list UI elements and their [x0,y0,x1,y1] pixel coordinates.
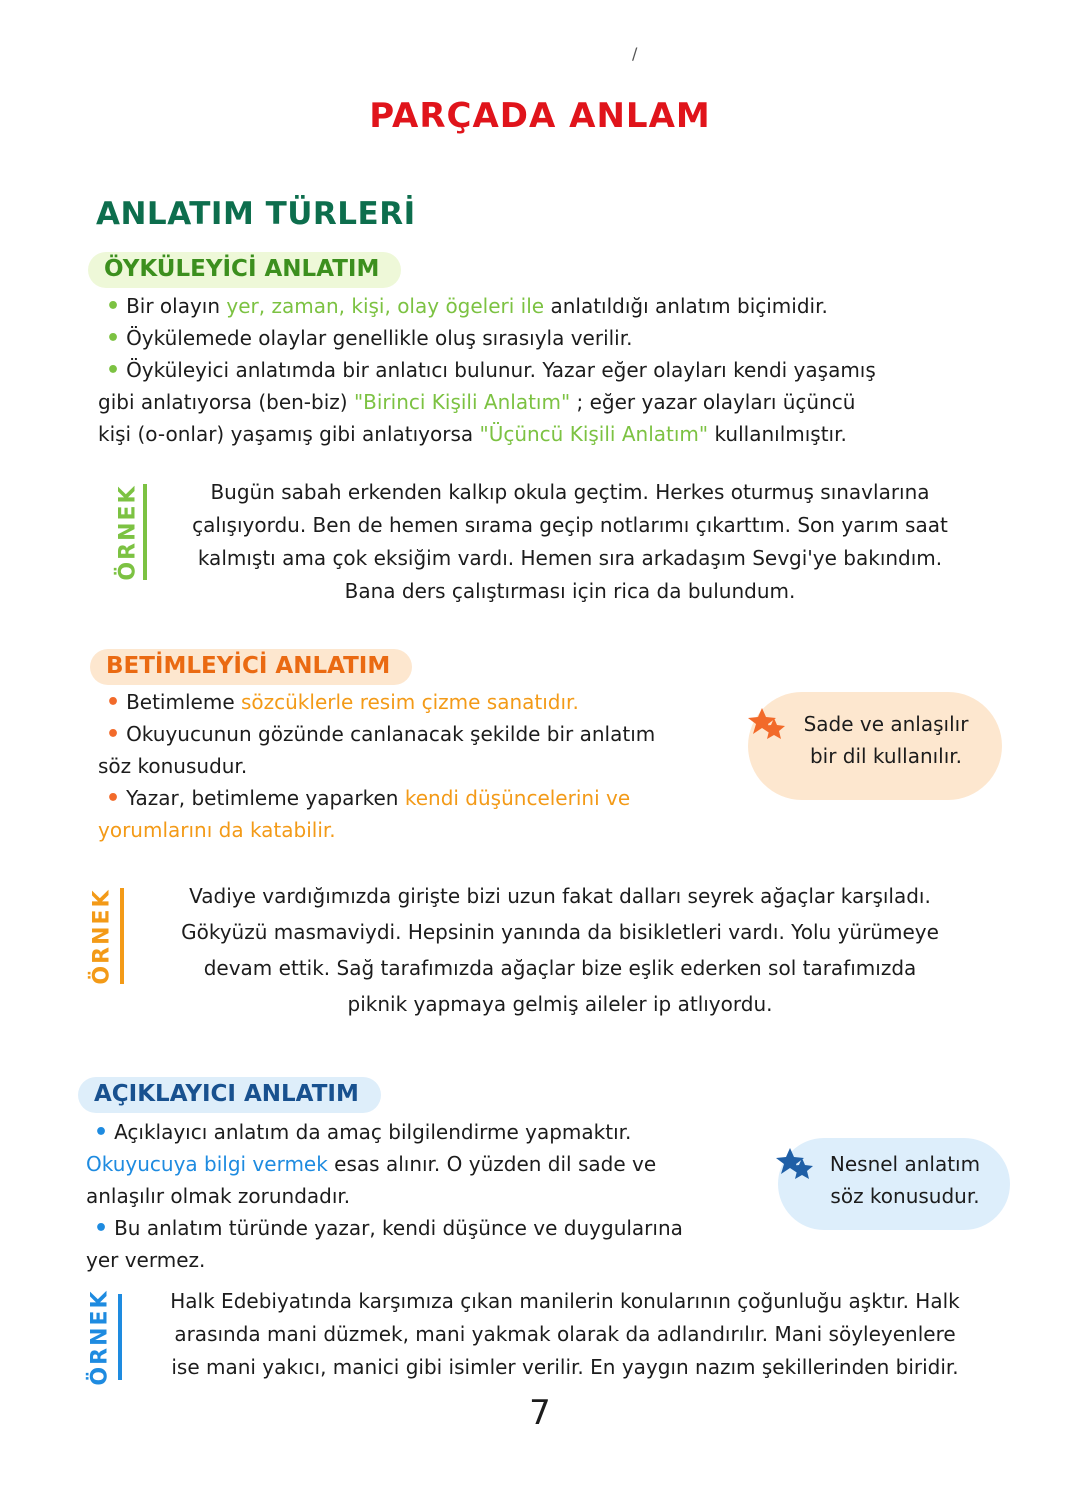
example-line: Bugün sabah erkenden kalkıp okula geçtim. Herkes oturmuş sınavlarına [210,480,930,504]
body-text: esas alınır. O yüzden dil sade ve [327,1152,657,1176]
bullet-line [86,1216,683,1248]
example-label: ÖRNEK [89,888,115,985]
body-text: yer vermez. [86,1248,206,1272]
example-label: ÖRNEK [87,1289,113,1386]
betimleyici-bullets [98,690,655,850]
bullet-dot: • [94,1216,109,1241]
aciklayici-example [130,1289,1000,1388]
body-text: Öyküleyici anlatımda bir anlatıcı bulunur. Yazar eğer olayları kendi yaşamış [126,358,876,382]
highlight-text: "Birinci Kişili Anlatım" [353,390,571,414]
example-line: arasında mani düzmek, mani yakmak olarak da adlandırılır. Mani söyleyenlere [174,1322,956,1346]
bullet-line [98,358,876,390]
example-label: ÖRNEK [115,484,141,581]
body-text: Açıklayıcı anlatım da amaç bilgilendirme yapmaktır. [114,1120,632,1144]
oykuleyici-heading: ÖYKÜLEYİCİ ANLATIM [88,252,401,288]
body-text: ; eğer yazar olayları üçüncü [570,390,856,414]
bullet-dot: • [106,690,121,715]
bullet-line [98,690,655,722]
page-number: 7 [529,1393,551,1433]
bullet-line [98,786,655,818]
body-text: anlatıldığı anlatım biçimidir. [544,294,828,318]
aciklayici-note [778,1138,1010,1230]
body-text: anlaşılır olmak zorundadır. [86,1184,351,1208]
bullet-line [98,326,876,358]
bullet-line [86,1248,683,1280]
aciklayici-bullets [86,1120,683,1280]
example-bar [118,1294,122,1380]
betimleyici-heading: BETİMLEYİCİ ANLATIM [90,649,412,685]
body-text: gibi anlatıyorsa (ben-biz) [98,390,354,414]
highlight-text: yer, zaman, kişi, olay ögeleri ile [226,294,545,318]
bullet-line [98,294,876,326]
note-line: Sade ve anlaşılır [803,712,969,736]
example-line: devam ettik. Sağ tarafımızda ağaçlar bize eşlik ederken sol tarafımızda [203,956,917,980]
example-line: kalmıştı ama çok eksiğim vardı. Hemen sıra arkadaşım Sevgi'ye bakındım. [197,546,943,570]
body-text: Öykülemede olaylar genellikle oluş sırasıyla verilir. [126,326,633,350]
bullet-line [98,390,876,422]
bullet-dot: • [106,294,121,319]
bullet-line [98,754,655,786]
aciklayici-heading: AÇIKLAYICI ANLATIM [78,1077,381,1113]
top-mark: / [632,44,638,63]
body-text: Bu anlatım türünde yazar, kendi düşünce ve duygularına [114,1216,683,1240]
example-line: Bana ders çalıştırması için rica da bulundum. [344,579,796,603]
note-line: bir dil kullanılır. [809,744,963,768]
highlight-text: "Üçüncü Kişili Anlatım" [479,422,709,446]
body-text: Betimleme [126,690,241,714]
example-bar [143,484,147,580]
example-line: Vadiye vardığımızda girişte bizi uzun fakat dalları seyrek ağaçlar karşıladı. [189,884,931,908]
example-line: Halk Edebiyatında karşımıza çıkan manilerin konularının çoğunluğu aşktır. Halk [170,1289,960,1313]
highlight-text: Okuyucuya bilgi vermek [86,1152,328,1176]
bullet-line [98,422,876,454]
body-text: Okuyucunun gözünde canlanacak şekilde bir anlatım [126,722,656,746]
bullet-dot: • [106,326,121,351]
bullet-line [86,1120,683,1152]
body-text: söz konusudur. [98,754,248,778]
note-line: söz konusudur. [830,1184,980,1208]
highlight-text: sözcüklerle resim çizme sanatıdır. [240,690,579,714]
body-text: Yazar, betimleme yaparken [126,786,405,810]
bullet-dot: • [94,1120,109,1145]
body-text: kişi (o-onlar) yaşamış gibi anlatıyorsa [98,422,480,446]
bullet-line [86,1152,683,1184]
oykuleyici-bullets [98,294,876,454]
example-bar [120,888,124,984]
highlight-text: yorumlarını da katabilir. [98,818,336,842]
example-line: çalışıyordu. Ben de hemen sırama geçip notlarımı çıkarttım. Son yarım saat [192,513,948,537]
bullet-dot: • [106,722,121,747]
betimleyici-example [130,884,990,1028]
oykuleyici-example [160,480,980,612]
body-text: kullanılmıştır. [708,422,847,446]
betimleyici-note [748,692,1002,800]
bullet-line [98,818,655,850]
bullet-line [86,1184,683,1216]
example-line: ise mani yakıcı, manici gibi isimler verilir. En yaygın nazım şekillerinden biridir. [171,1355,959,1379]
section-heading: ANLATIM TÜRLERİ [96,196,416,232]
example-line: piknik yapmaya gelmiş aileler ip atlıyordu. [347,992,773,1016]
highlight-text: kendi düşüncelerini ve [404,786,631,810]
body-text: Bir olayın [126,294,227,318]
bullet-dot: • [106,358,121,383]
page-title: PARÇADA ANLAM [369,96,711,136]
bullet-dot: • [106,786,121,811]
example-line: Gökyüzü masmaviydi. Hepsinin yanında da bisikletleri vardı. Yolu yürümeye [181,920,939,944]
bullet-line [98,722,655,754]
note-line: Nesnel anlatım [829,1152,981,1176]
